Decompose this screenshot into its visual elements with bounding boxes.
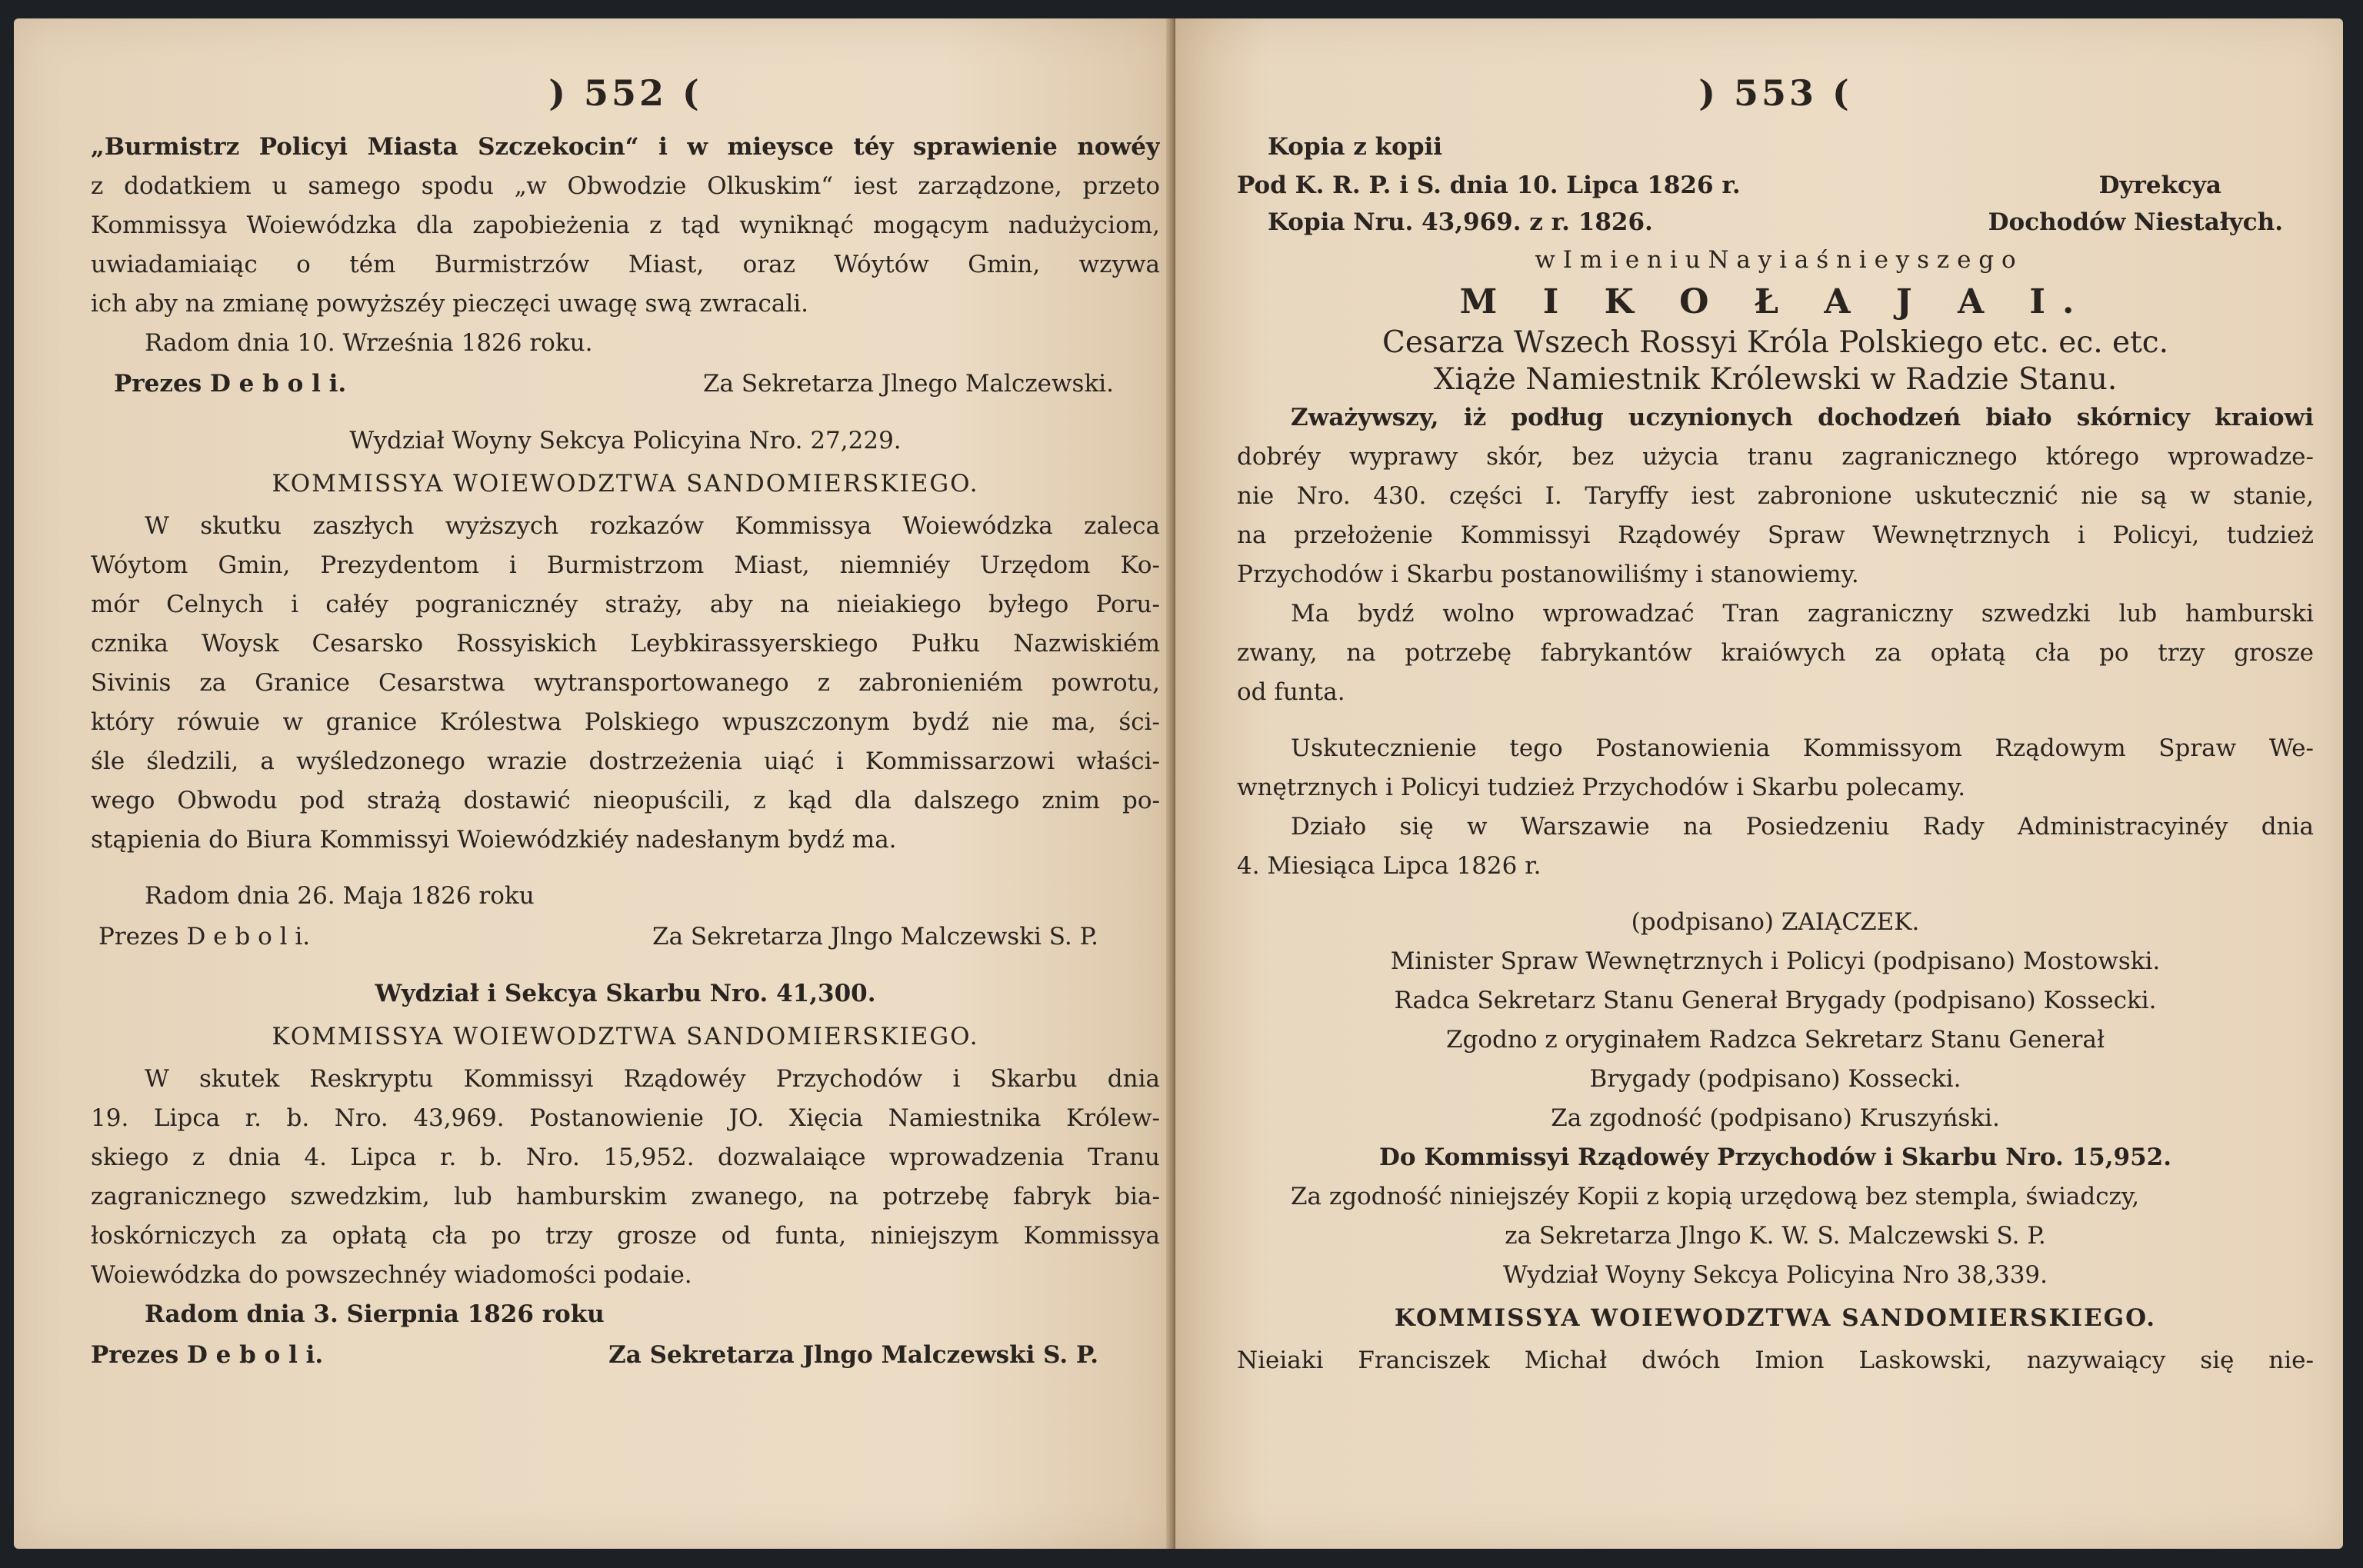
- commission-heading: KOMMISSYA WOIEWODZTWA SANDOMIERSKIEGO.: [1394, 1304, 2157, 1332]
- text-line: Woiewódzka do powszechnéy wiadomości podaie.: [91, 1261, 692, 1289]
- text-line: uwiadamiaiąc o tém Burmistrzów Miast, oraz Wóytów Gmin, wzywa: [91, 251, 1160, 278]
- signature-secretary: Za Sekretarza Jlngo Malczewski S. P.: [652, 923, 1098, 950]
- directorate-label: Dyrekcya: [2098, 171, 2221, 199]
- text-line: W skutku zaszłych wyższych rozkazów Kommissya Woiewódzka zaleca: [145, 512, 1160, 540]
- paragraph: [1237, 807, 2314, 886]
- signature-president: Prezes D e b o l i.: [98, 923, 311, 950]
- department-line: Wydział Woyny Sekcya Policyina Nro. 27,229.: [349, 427, 902, 454]
- text-line: Zważywszy, iż podług uczynionych dochodzeń biało skórnicy kraiowi: [1291, 404, 2314, 431]
- date-line: Radom dnia 10. Września 1826 roku.: [145, 329, 593, 357]
- text-line: z dodatkiem u samego spodu „w Obwodzie Olkuskim“ iest zarządzone, przeto: [91, 172, 1160, 200]
- secretary-line: za Sekretarza Jlngo K. W. S. Malczewski S. P.: [1505, 1222, 2046, 1250]
- directorate-label: Dochodów Niestałych.: [1988, 208, 2283, 236]
- signature-secretary: Za Sekretarza Jlngo Malczewski S. P.: [608, 1341, 1098, 1369]
- left-page-content: [91, 72, 1160, 1376]
- certification-line: Za zgodność niniejszéy Kopii z kopią urzędową bez stempla, świadczy,: [1291, 1183, 2140, 1210]
- monarch-name: M I K O Ł A J A I.: [1459, 282, 2091, 321]
- addressee-line: Do Kommissyi Rządowéy Przychodów i Skarbu Nro. 15,952.: [1378, 1144, 2172, 1171]
- date-line: Radom dnia 3. Sierpnia 1826 roku: [145, 1300, 605, 1328]
- conformity-line: Brygady (podpisano) Kossecki.: [1589, 1065, 1961, 1093]
- commission-heading: KOMMISSYA WOIEWODZTWA SANDOMIERSKIEGO.: [272, 1023, 979, 1050]
- page-number: ) 553 (: [1698, 72, 1852, 114]
- text-line: 4. Miesiąca Lipca 1826 r.: [1237, 852, 1541, 880]
- text-line: który rówuie w granice Królestwa Polskiego wpuszczonym bydź nie ma, ści-: [91, 708, 1160, 736]
- text-line: Kommissya Woiewódzka dla zapobieżenia z tąd wyniknąć mogącym nadużyciom,: [91, 211, 1160, 239]
- copy-line: Pod K. R. P. i S. dnia 10. Lipca 1826 r.: [1237, 171, 1741, 199]
- text-line: Przychodów i Skarbu postanowiliśmy i stanowiemy.: [1237, 561, 1859, 588]
- text-line: cznika Woysk Cesarsko Rossyiskich Leybkirassyerskiego Pułku Nazwiskiém: [91, 630, 1160, 657]
- commission-heading: KOMMISSYA WOIEWODZTWA SANDOMIERSKIEGO.: [272, 470, 979, 498]
- department-line: Wydział i Sekcya Skarbu Nro. 41,300.: [375, 980, 876, 1007]
- signature-secretary: Za Sekretarza Jlnego Malczewski.: [702, 370, 1114, 398]
- text-line: Działo się w Warszawie na Posiedzeniu Rady Administracyinéy dnia: [1291, 813, 2314, 841]
- page-number: ) 552 (: [548, 72, 702, 114]
- text-line: zagranicznego szwedzkim, lub hamburskim zwanego, na potrzebę fabryk bia-: [91, 1183, 1160, 1210]
- right-page: [1175, 18, 2343, 1549]
- paragraph: [91, 1060, 1160, 1295]
- conformity-line: Za zgodność (podpisano) Kruszyński.: [1551, 1104, 2000, 1132]
- signature-row: [91, 1334, 1160, 1376]
- text-line: śle śledzili, a wyśledzonego wrazie dostrzeżenia uiąć i Kommissarzowi właści-: [91, 747, 1160, 775]
- paragraph: [91, 128, 1160, 324]
- conformity-line: Zgodno z oryginałem Radzca Sekretarz Stanu Generał: [1445, 1026, 2105, 1054]
- paragraph: [1237, 398, 2314, 594]
- monarch-title: Xiąże Namiestnik Królewski w Radzie Stanu.: [1433, 362, 2118, 397]
- text-line: mór Celnych i całéy pogranicznéy straży, aby na nieiakiego byłego Poru-: [91, 591, 1160, 618]
- signature-row: [91, 363, 1160, 404]
- paragraph: [91, 507, 1160, 860]
- monarch-title: Cesarza Wszech Rossyi Króla Polskiego etc. ec. etc.: [1381, 325, 2169, 360]
- copy-row: [1237, 167, 2314, 204]
- left-page: [14, 18, 1175, 1549]
- text-line: Nieiaki Franciszek Michał dwóch Imion Laskowski, nazywaiący się nie-: [1237, 1347, 2314, 1374]
- text-line: W skutek Reskryptu Kommissyi Rządowéy Przychodów i Skarbu dnia: [145, 1065, 1160, 1093]
- signature-president: Prezes D e b o l i.: [91, 1341, 324, 1369]
- copy-line: Kopia z kopii: [1268, 133, 1443, 161]
- date-line: Radom dnia 26. Maja 1826 roku: [145, 882, 535, 910]
- signature-row: [91, 916, 1160, 957]
- right-page-content: [1237, 72, 2314, 1380]
- text-line: łoskórniczych za opłatą cła po trzy grosze od funta, niniejszym Kommissya: [91, 1222, 1160, 1250]
- text-line: 19. Lipca r. b. Nro. 43,969. Postanowienie JO. Xięcia Namiestnika Królew-: [91, 1104, 1160, 1132]
- department-line: Wydział Woyny Sekcya Policyina Nro 38,339.: [1503, 1261, 2048, 1289]
- text-line: wnętrznych i Policyi tudzież Przychodów i Skarbu polecamy.: [1237, 774, 1966, 801]
- copy-row: [1237, 204, 2314, 241]
- text-line: nie Nro. 430. części I. Taryffy iest zabronione uskutecznić nie są w stanie,: [1237, 482, 2314, 510]
- text-line: Uskutecznienie tego Postanowienia Kommissyom Rządowym Spraw We-: [1291, 734, 2314, 762]
- text-line: od funta.: [1237, 678, 1345, 706]
- signature-president: Prezes D e b o l i.: [114, 370, 347, 398]
- text-line: skiego z dnia 4. Lipca r. b. Nro. 15,952. dozwalaiące wprowadzenia Tranu: [91, 1144, 1160, 1171]
- text-line: dobréy wyprawy skór, bez użycia tranu zagranicznego którego wprowadze-: [1237, 443, 2314, 471]
- text-line: ich aby na zmianę powyższéy pieczęci uwagę swą zwracali.: [91, 290, 808, 318]
- paragraph: [1237, 594, 2314, 712]
- secretary-line: Radca Sekretarz Stanu Generał Brygady (podpisano) Kossecki.: [1394, 987, 2157, 1014]
- text-line: stąpienia do Biura Kommissyi Woiewódzkiéy nadesłanym bydź ma.: [91, 826, 897, 854]
- text-line: na przełożenie Kommissyi Rządowéy Spraw Wewnętrznych i Policyi, tudzież: [1237, 521, 2314, 549]
- minister-line: Minister Spraw Wewnętrznych i Policyi (podpisano) Mostowski.: [1390, 947, 2161, 975]
- text-line: „Burmistrz Policyi Miasta Szczekocin“ i w mieysce téy sprawienie nowéy: [91, 133, 1160, 161]
- paragraph: [1237, 729, 2314, 807]
- text-line: zwany, na potrzebę fabrykantów kraiówych za opłatą cła po trzy grosze: [1237, 639, 2314, 667]
- signed-line: (podpisano) ZAIĄCZEK.: [1631, 908, 1920, 936]
- in-the-name-line: w I m i e n i u N a y i a ś n i e y s z e g o: [1535, 246, 2016, 274]
- text-line: Sivinis za Granice Cesarstwa wytransportowanego z zabronieniém powrotu,: [91, 669, 1160, 697]
- copy-line: Kopia Nru. 43,969. z r. 1826.: [1268, 208, 1653, 236]
- text-line: Wóytom Gmin, Prezydentom i Burmistrzom Miast, niemniéy Urzędom Ko-: [91, 551, 1160, 579]
- text-line: Ma bydź wolno wprowadzać Tran zagraniczny szwedzki lub hamburski: [1291, 600, 2314, 628]
- text-line: wego Obwodu pod strażą dostawić nieopuścili, z kąd dla dalszego znim po-: [91, 787, 1160, 814]
